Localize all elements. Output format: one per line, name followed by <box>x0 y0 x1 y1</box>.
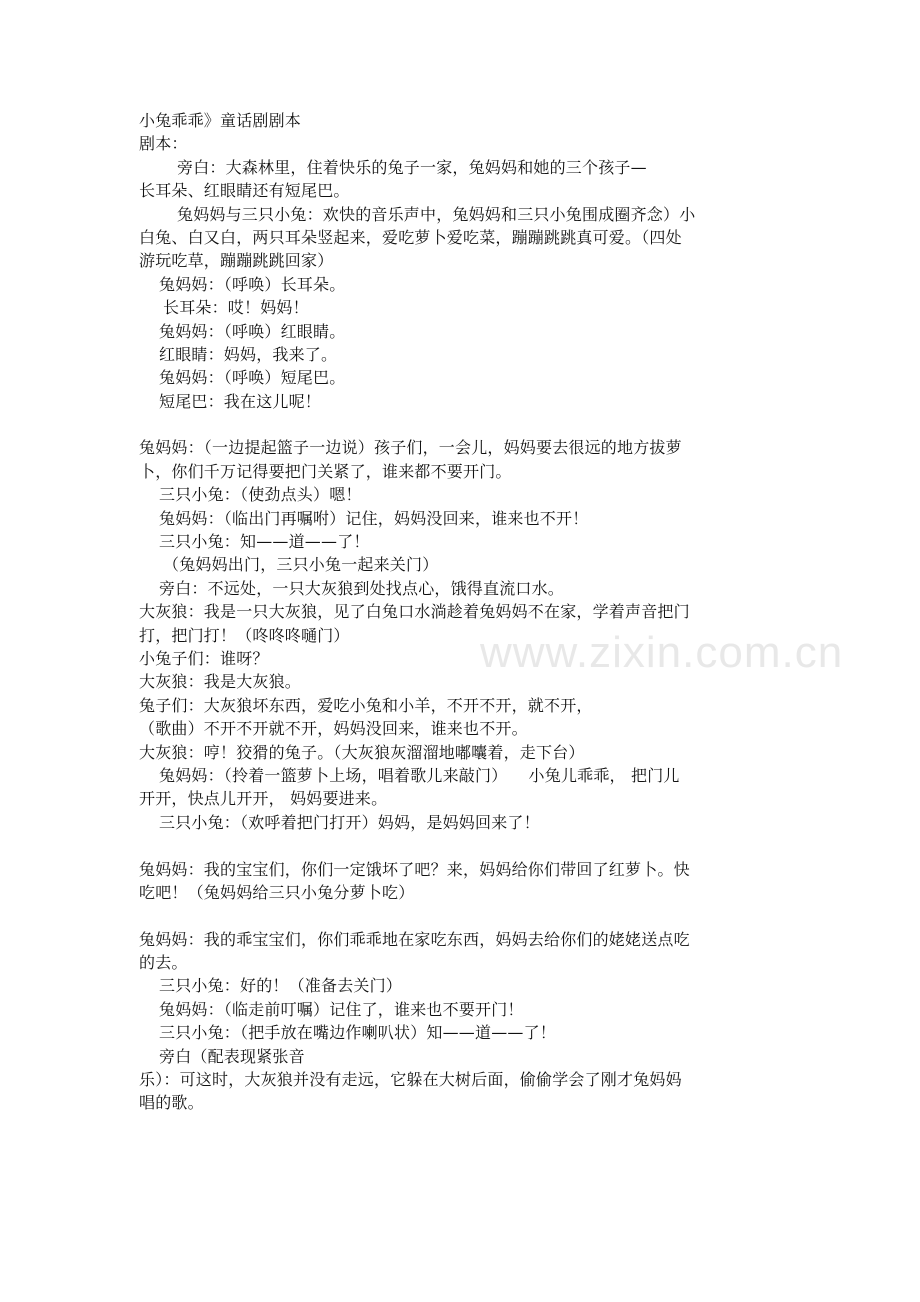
blank-line <box>139 834 774 857</box>
document-line: （兔妈妈出门，三只小兔一起来关门） <box>163 555 439 575</box>
document-line: 乐）：可这时，大灰狼并没有走远，它躲在大树后面，偷偷学会了刚才兔妈妈 <box>139 1070 682 1090</box>
watermark-text: www.zixin.com.cn <box>480 628 844 677</box>
blank-line <box>139 904 774 927</box>
document-line: 三只小兔：（使劲点头）嗯！ <box>159 485 362 505</box>
document-line: （歌曲）不开不开就不开，妈妈没回来，谁来也不开。 <box>139 719 528 739</box>
document-line: 兔妈妈：（拎着一篮萝卜上场，唱着歌儿来敲门） 小兔儿乖乖， 把门儿 <box>159 765 680 785</box>
document-line: 旁白：不远处，一只大灰狼到处找点心，饿得直流口水。 <box>159 578 565 598</box>
document-line: 兔妈妈：（呼唤）长耳朵。 <box>159 274 346 294</box>
document-line: 大灰狼：哼！狡猾的兔子。（大灰狼灰溜溜地嘟囔着，走下台） <box>139 742 585 762</box>
document-line: 剧本： <box>139 134 188 154</box>
document-line: 三只小兔：知——道——了！ <box>159 532 370 552</box>
document-line: 兔妈妈：（临走前叮嘱）记住了，谁来也不要开门！ <box>159 999 524 1019</box>
document-line: 兔妈妈与三只小兔：欢快的音乐声中，兔妈妈和三只小兔围成圈齐念）小 <box>177 204 696 224</box>
document-line: 兔妈妈：我的宝宝们，你们一定饿坏了吧？来，妈妈给你们带回了红萝卜。快 <box>139 859 690 879</box>
document-line: 白兔、白又白，两只耳朵竖起来，爱吃萝卜爱吃菜，蹦蹦跳跳真可爱。（四处 <box>139 227 682 247</box>
document-line: 长耳朵、红眼睛还有短尾巴。 <box>139 181 350 201</box>
document-line: 唱的歌。 <box>139 1093 204 1113</box>
document-line: 小兔子们：谁呀？ <box>139 648 269 668</box>
document-line: 的去。 <box>139 953 188 973</box>
document-line: 大灰狼：我是一只大灰狼，见了白兔口水淌趁着兔妈妈不在家，学着声音把门 <box>139 602 690 622</box>
document-line: 兔妈妈：（一边提起篮子一边说）孩子们，一会儿，妈妈要去很远的地方拔萝 <box>139 438 682 458</box>
document-line: 旁白：大森林里，住着快乐的兔子一家，兔妈妈和她的三个孩子— <box>177 157 647 177</box>
document-line: 旁白（配表现紧张音 <box>159 1046 305 1066</box>
document-line: 开开，快点儿开开， 妈妈要进来。 <box>139 789 388 809</box>
document-line: 兔妈妈：（呼唤）红眼睛。 <box>159 321 346 341</box>
document-line: 兔妈妈：我的乖宝宝们，你们乖乖地在家吃东西，妈妈去给你们的姥姥送点吃 <box>139 929 690 949</box>
document-line: 卜，你们千万记得要把门关紧了，谁来都不要开门。 <box>139 461 512 481</box>
document-line: 长耳朵：哎！妈妈！ <box>163 298 309 318</box>
document-line: 三只小兔：（欢呼着把门打开）妈妈，是妈妈回来了！ <box>159 812 540 832</box>
document-line: 三只小兔：好的！（准备去关门） <box>159 976 403 996</box>
document-line: 大灰狼：我是大灰狼。 <box>139 672 302 692</box>
document-line: 吃吧！（兔妈妈给三只小兔分萝卜吃） <box>139 882 415 902</box>
document-line: 三只小兔：（把手放在嘴边作喇叭状）知——道——了！ <box>159 1023 557 1043</box>
document-line: 小兔乖乖》童话剧剧本 <box>139 111 302 130</box>
document-line: 兔妈妈：（呼唤）短尾巴。 <box>159 368 346 388</box>
document-line: 打，把门打！（咚咚咚嗵门） <box>139 625 350 645</box>
document-line: 游玩吃草，蹦蹦跳跳回家） <box>139 251 334 271</box>
blank-line <box>139 413 774 436</box>
document-line: 红眼睛：妈妈，我来了。 <box>159 344 338 364</box>
document-line: 兔妈妈：（临出门再嘱咐）记住，妈妈没回来，谁来也不开！ <box>159 508 589 528</box>
document-body <box>139 109 774 1115</box>
document-line: 短尾巴：我在这儿呢！ <box>159 391 322 411</box>
document-line: 兔子们：大灰狼坏东西，爱吃小兔和小羊，不开不开，就不开， <box>139 695 593 715</box>
